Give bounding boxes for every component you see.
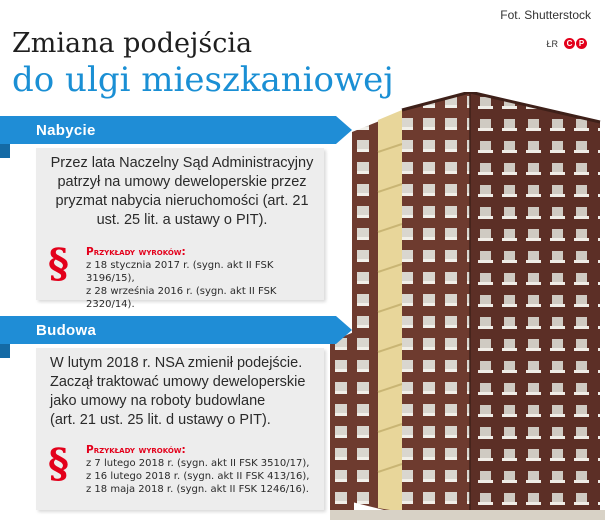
- title-line-2: do ulgi mieszkaniowej: [12, 60, 394, 100]
- logo-letter-p: P: [576, 38, 587, 49]
- example-item: z 7 lutego 2018 r. (sygn. akt II FSK 3510/17),: [86, 458, 310, 469]
- example-item: z 18 stycznia 2017 r. (sygn. akt II FSK 3196/15),: [86, 260, 274, 284]
- text-line: W lutym 2018 r. NSA zmienił podejście.: [50, 355, 303, 371]
- examples-list: [86, 246, 324, 311]
- publisher-logo: [564, 38, 587, 49]
- logo-letter-c: C: [564, 38, 575, 49]
- panel-text: [50, 154, 314, 230]
- examples-heading: Przykłady wyroków:: [86, 444, 186, 456]
- text-line: Przez lata Naczelny Sąd Administracyjny: [50, 155, 314, 171]
- paragraph-icon: §: [48, 240, 69, 287]
- text-line: Zaczął traktować umowy deweloperskie: [50, 374, 306, 390]
- text-line: ust. 25 lit. a ustawy o PIT).: [96, 212, 268, 228]
- text-line: patrzył na umowy deweloperskie przez: [57, 174, 307, 190]
- text-line: jako umowy na roboty budowlane: [50, 393, 266, 409]
- panel-nabycie: [36, 148, 324, 310]
- ribbon-fold: [0, 344, 10, 358]
- examples-list: [86, 444, 309, 496]
- author-row: [546, 38, 587, 49]
- panel-text: [50, 354, 314, 430]
- ribbon-nabycie: [0, 116, 336, 144]
- examples-heading: Przykłady wyroków:: [86, 246, 186, 258]
- author-initials: ŁR: [546, 38, 558, 49]
- example-item: z 18 maja 2018 r. (sygn. akt II FSK 1246/16).: [86, 484, 309, 495]
- building-illustration: [330, 92, 605, 520]
- panel-budowa: [36, 348, 324, 510]
- ribbon-label: Nabycie: [36, 121, 96, 139]
- ribbon-budowa: [0, 316, 336, 344]
- photo-credit: Fot. Shutterstock: [500, 8, 591, 22]
- ribbon-label: Budowa: [36, 321, 97, 339]
- ribbon-fold: [0, 144, 10, 158]
- title-line-1: Zmiana podejścia: [12, 28, 253, 59]
- text-line: (art. 21 ust. 25 lit. d ustawy o PIT).: [50, 412, 271, 428]
- example-item: z 16 lutego 2018 r. (sygn. akt II FSK 413/16),: [86, 471, 310, 482]
- example-item: z 28 września 2016 r. (sygn. akt II FSK 2320/14).: [86, 286, 277, 310]
- paragraph-icon: §: [48, 440, 69, 487]
- text-line: pryzmat nabycia nieruchomości (art. 21: [55, 193, 309, 209]
